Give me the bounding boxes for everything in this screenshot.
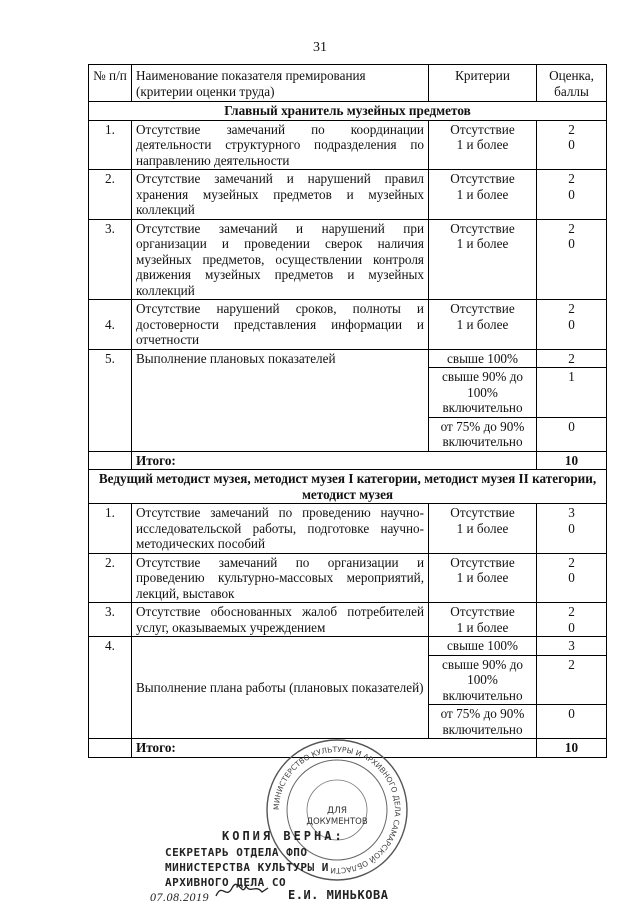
total-value: 10 bbox=[537, 739, 607, 758]
criteria-cell bbox=[429, 120, 537, 170]
svg-text:МИНИСТЕРСТВО КУЛЬТУРЫ И АРХИВН: МИНИСТЕРСТВО КУЛЬТУРЫ И АРХИВНОГО ДЕЛА САМАРСКОЙ ОБЛАСТИ bbox=[271, 744, 403, 876]
table-row bbox=[89, 637, 607, 656]
row-number: 2. bbox=[89, 553, 132, 603]
score-cell: 2 bbox=[537, 349, 607, 368]
section-header-row bbox=[89, 470, 607, 504]
criteria-value: Отсутствие bbox=[450, 604, 515, 619]
certifier-title-line1: СЕКРЕТАРЬ ОТДЕЛА ФПО bbox=[165, 846, 308, 859]
row-number: 3. bbox=[89, 603, 132, 637]
table-row bbox=[89, 170, 607, 220]
indicator-name: Отсутствие замечаний по организации и проведению культурно-массовых мероприятий, лекций, выставок bbox=[132, 553, 429, 603]
total-row bbox=[89, 451, 607, 470]
indicator-name: Отсутствие замечаний по проведению научно-исследовательской работы, подготовке научно-методических пособий bbox=[132, 504, 429, 554]
row-number: 1. bbox=[89, 504, 132, 554]
table-row bbox=[89, 553, 607, 603]
score-cell bbox=[537, 219, 607, 300]
criteria-value: Отсутствие bbox=[450, 121, 515, 137]
score-value: 0 bbox=[568, 137, 575, 152]
criteria-value: 1 и более bbox=[456, 316, 509, 332]
score-cell bbox=[537, 120, 607, 170]
row-number: 4. bbox=[89, 300, 132, 350]
score-value: 2 bbox=[568, 604, 575, 619]
table-row bbox=[89, 219, 607, 300]
criteria-cell bbox=[429, 553, 537, 603]
indicator-name: Выполнение плановых показателей bbox=[132, 349, 429, 451]
criteria-cell bbox=[429, 170, 537, 220]
svg-text:ДЛЯ: ДЛЯ bbox=[326, 806, 348, 816]
score-cell bbox=[537, 300, 607, 350]
header-score: Оценка, баллы bbox=[537, 65, 607, 102]
score-cell: 3 bbox=[537, 637, 607, 656]
criteria-cell: от 75% до 90% включительно bbox=[429, 705, 537, 739]
indicator-name: Отсутствие нарушений сроков, полноты и достоверности представления информации и отчетности bbox=[132, 300, 429, 350]
criteria-cell: свыше 90% до 100% включительно bbox=[429, 368, 537, 418]
indicator-name: Отсутствие обоснованных жалоб потребителей услуг, оказываемых учреждением bbox=[132, 603, 429, 637]
criteria-value: 1 и более bbox=[456, 236, 509, 251]
score-cell bbox=[537, 603, 607, 637]
table-row bbox=[89, 504, 607, 554]
score-value: 2 bbox=[568, 301, 575, 316]
page-number: 31 bbox=[313, 40, 327, 55]
total-empty bbox=[89, 739, 132, 758]
score-value: 0 bbox=[568, 316, 575, 332]
header-name: Наименование показателя премирования (критерии оценки труда) bbox=[132, 65, 429, 102]
total-label: Итого: bbox=[132, 451, 537, 470]
table-header-row bbox=[89, 65, 607, 102]
score-value: 0 bbox=[568, 570, 575, 585]
table-row bbox=[89, 603, 607, 637]
score-value: 3 bbox=[568, 505, 575, 520]
criteria-value: Отсутствие bbox=[450, 505, 515, 520]
certifier-title-line2: МИНИСТЕРСТВА КУЛЬТУРЫ И bbox=[165, 861, 329, 874]
total-empty bbox=[89, 451, 132, 470]
criteria-value: 1 и более bbox=[456, 137, 509, 152]
score-value: 0 bbox=[568, 520, 575, 536]
section-header-row bbox=[89, 102, 607, 121]
criteria-value: 1 и более bbox=[456, 570, 509, 585]
score-cell bbox=[537, 504, 607, 554]
criteria-cell bbox=[429, 219, 537, 300]
bonus-criteria-table bbox=[88, 64, 607, 758]
criteria-cell: свыше 90% до 100% включительно bbox=[429, 655, 537, 705]
table-row bbox=[89, 300, 607, 350]
indicator-name: Выполнение плана работы (плановых показателей) bbox=[132, 637, 429, 739]
row-number: 5. bbox=[89, 349, 132, 451]
criteria-cell bbox=[429, 603, 537, 637]
indicator-name: Отсутствие замечаний и нарушений при организации и проведении сверок наличия музейных предметов, осуществлении контроля движения музейных предметов и музейных коллекций bbox=[132, 219, 429, 300]
criteria-cell: свыше 100% bbox=[429, 637, 537, 656]
score-cell bbox=[537, 170, 607, 220]
criteria-value: 1 и более bbox=[456, 186, 509, 202]
row-number: 1. bbox=[89, 120, 132, 170]
criteria-value: Отсутствие bbox=[450, 220, 515, 236]
criteria-cell: от 75% до 90% включительно bbox=[429, 417, 537, 451]
criteria-value: Отсутствие bbox=[450, 171, 515, 186]
indicator-name: Отсутствие замечаний по координации деятельности структурного подразделения по направлению деятельности bbox=[132, 120, 429, 170]
score-value: 2 bbox=[568, 220, 575, 236]
score-value: 2 bbox=[568, 171, 575, 186]
score-cell: 0 bbox=[537, 417, 607, 451]
score-value: 0 bbox=[568, 236, 575, 251]
certification-date: 07.08.2019 bbox=[150, 890, 209, 904]
criteria-value: 1 и более bbox=[456, 619, 509, 635]
certifier-name: Е.И. МИНЬКОВА bbox=[288, 888, 389, 902]
criteria-cell bbox=[429, 300, 537, 350]
copy-certified-text: КОПИЯ ВЕРНА: bbox=[222, 829, 345, 843]
score-value: 2 bbox=[568, 554, 575, 570]
score-value: 0 bbox=[568, 186, 575, 202]
criteria-value: Отсутствие bbox=[450, 554, 515, 570]
score-cell: 0 bbox=[537, 705, 607, 739]
section-title: Главный хранитель музейных предметов bbox=[89, 102, 607, 121]
certifier-title-line3: АРХИВНОГО ДЕЛА СО bbox=[165, 876, 287, 889]
section-title: Ведущий методист музея, методист музея I категории, методист музея II категории, методист музея bbox=[89, 470, 607, 504]
row-number: 4. bbox=[89, 637, 132, 739]
row-number: 2. bbox=[89, 170, 132, 220]
svg-text:ДОКУМЕНТОВ: ДОКУМЕНТОВ bbox=[306, 817, 368, 827]
table-row bbox=[89, 349, 607, 368]
criteria-cell: свыше 100% bbox=[429, 349, 537, 368]
indicator-name: Отсутствие замечаний и нарушений правил хранения музейных предметов и музейных коллекций bbox=[132, 170, 429, 220]
signature bbox=[212, 880, 272, 902]
table-row bbox=[89, 120, 607, 170]
total-value: 10 bbox=[537, 451, 607, 470]
header-criteria: Критерии bbox=[429, 65, 537, 102]
total-label: Итого: bbox=[132, 739, 537, 758]
row-number: 3. bbox=[89, 219, 132, 300]
score-cell bbox=[537, 553, 607, 603]
score-value: 2 bbox=[568, 121, 575, 137]
score-cell: 2 bbox=[537, 655, 607, 705]
criteria-value: Отсутствие bbox=[450, 301, 515, 316]
score-cell: 1 bbox=[537, 368, 607, 418]
header-num: № п/п bbox=[89, 65, 132, 102]
score-value: 0 bbox=[568, 619, 575, 635]
criteria-cell bbox=[429, 504, 537, 554]
criteria-value: 1 и более bbox=[456, 520, 509, 536]
